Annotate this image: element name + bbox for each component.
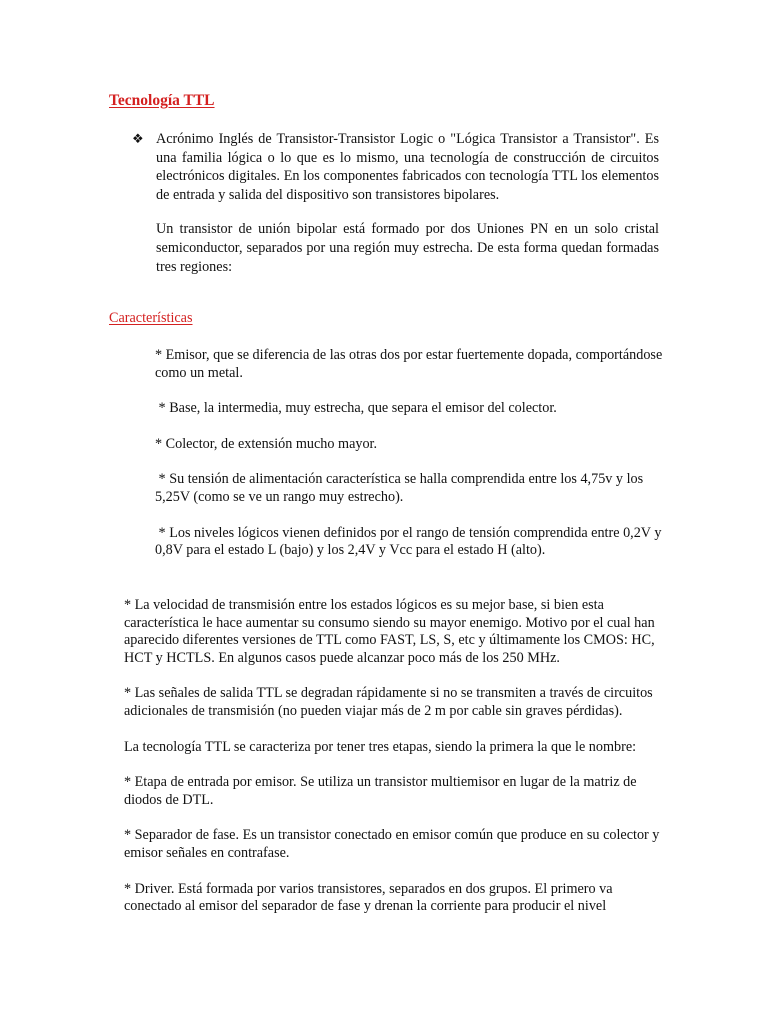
- list-item: * Colector, de extensión mucho mayor.: [155, 435, 378, 452]
- intro-paragraph-definition: Acrónimo Inglés de Transistor-Transistor Logic o "Lógica Transistor a Transistor". Es una familia lógica o lo que es lo mismo, una tecnología de construcción de circuitos electrónicos digitales. En los componentes fabricados con tecnología TTL los elementos de entrada y salida del dispositivo son transistores bipolares.: [156, 131, 659, 203]
- body-paragraph: * Separador de fase. Es un transistor conectado en emisor común que produce en su colector y emisor señales en contrafase.: [124, 827, 660, 861]
- characteristics-list: [155, 347, 665, 560]
- document-title: Tecnología TTL: [109, 92, 215, 109]
- body-paragraph: * Las señales de salida TTL se degradan rápidamente si no se transmiten a través de circuitos adicionales de transmisión (no pueden viajar más de 2 m por cable sin graves pérdidas).: [124, 685, 653, 719]
- body-paragraph: * Etapa de entrada por emisor. Se utiliza un transistor multiemisor en lugar de la matriz de diodos de DTL.: [124, 774, 637, 808]
- section-title-characteristics: Características: [109, 310, 193, 326]
- list-item: * Su tensión de alimentación característica se halla comprendida entre los 4,75v y los 5,25V (como se ve un rango muy estrecho).: [155, 471, 647, 505]
- body-text-block: [124, 597, 664, 916]
- body-paragraph: La tecnología TTL se caracteriza por tener tres etapas, siendo la primera la que le nombre:: [124, 738, 637, 755]
- intro-paragraph-transistor: Un transistor de unión bipolar está formado por dos Uniones PN en un solo cristal semiconductor, separados por una región muy estrecha. De esta forma quedan formadas tres regiones:: [156, 221, 659, 275]
- list-item: * Los niveles lógicos vienen definidos por el rango de tensión comprendida entre 0,2V y 0,8V para el estado L (bajo) y los 2,4V y Vcc para el estado H (alto).: [155, 524, 665, 559]
- list-item: * Emisor, que se diferencia de las otras dos por estar fuertemente dopada, comportándose como un metal.: [155, 347, 663, 381]
- body-paragraph: * La velocidad de transmisión entre los estados lógicos es su mejor base, si bien esta característica le hace aumentar su consumo siendo su mayor enemigo. Motivo por el cual han aparecido diferentes versiones de TTL como FAST, LS, S, etc y últimamente los CMOS: HC, HCT y HCTLS. En algunos casos puede alcanzar poco más de los 250 MHz.: [124, 597, 655, 666]
- intro-block: [156, 130, 659, 276]
- list-item: * Base, la intermedia, muy estrecha, que separa el emisor del colector.: [155, 400, 557, 417]
- body-paragraph: * Driver. Está formada por varios transistores, separados en dos grupos. El primero va conectado al emisor del separador de fase y drenan la corriente para producir el nivel: [124, 880, 613, 915]
- diamond-bullet-icon: ❖: [132, 131, 144, 146]
